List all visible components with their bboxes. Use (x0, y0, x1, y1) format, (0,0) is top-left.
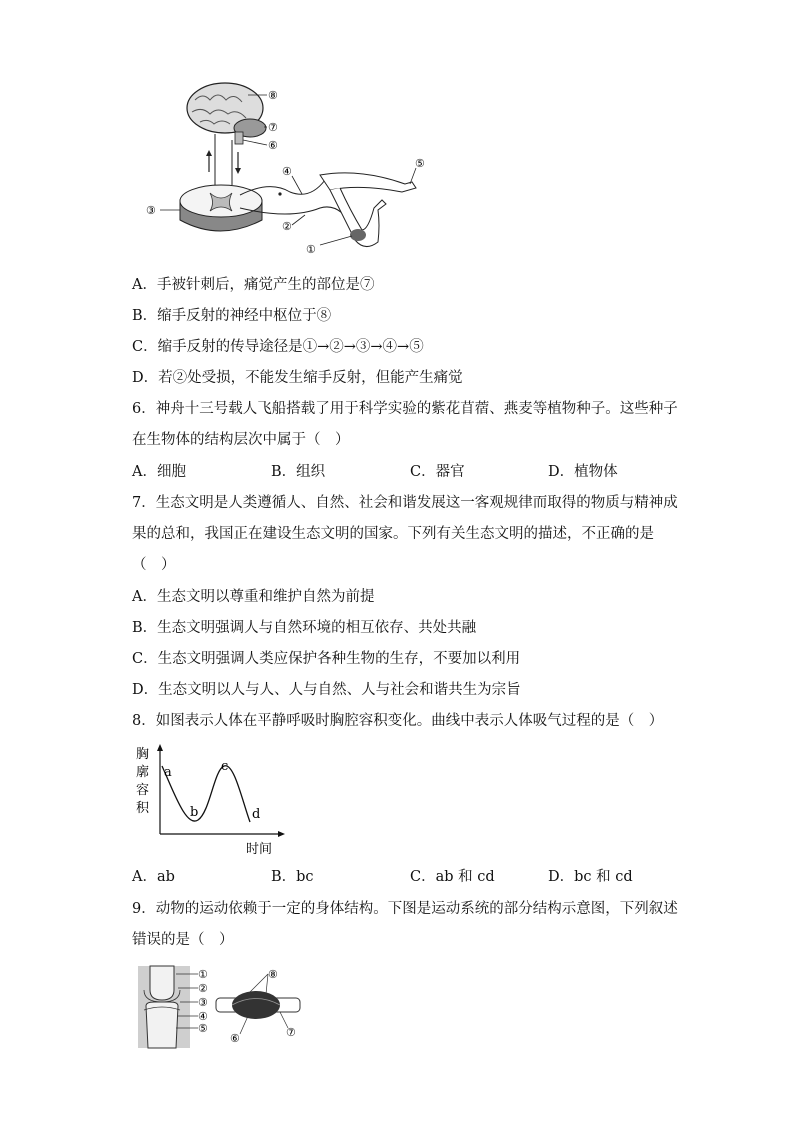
joint-label-5: ⑤ (198, 1022, 208, 1035)
joint-label-3: ③ (198, 996, 208, 1009)
breathing-volume-graph (128, 740, 298, 860)
q5-option-b: B．缩手反射的神经中枢位于⑧ (132, 308, 332, 324)
joint-label-2: ② (198, 982, 208, 995)
arm-drawing (320, 173, 416, 247)
brainstem-drawing (235, 132, 243, 144)
q6-option-b: B．组织 (271, 464, 326, 480)
q7-option-d: D．生态文明以人与人、人与自然、人与社会和谐共生为宗旨 (132, 682, 521, 698)
label-6: ⑥ (268, 139, 278, 152)
q9-stem-line-1: 9．动物的运动依赖于一定的身体结构。下图是运动系统的部分结构示意图，下列叙述 (132, 901, 678, 917)
label-8: ⑧ (268, 89, 278, 102)
q7-stem-line-2: 果的总和，我国正在建设生态文明的国家。下列有关生态文明的描述，不正确的是 (132, 526, 654, 542)
q6-stem-line-1: 6．神舟十三号载人飞船搭载了用于科学实验的紫花苜蓿、燕麦等植物种子。这些种子 (132, 401, 678, 417)
label-5: ⑤ (415, 157, 425, 170)
skeletal-muscle-drawing (216, 991, 300, 1019)
point-c: c (221, 759, 229, 774)
ylabel-char-1: 胸 (136, 747, 150, 762)
label-2: ② (282, 220, 292, 233)
ylabel-char-2: 廓 (136, 765, 150, 780)
point-b: b (190, 805, 199, 820)
label-1: ① (306, 243, 316, 256)
q7-stem-line-3: （ ） (132, 557, 176, 573)
ylabel-char-3: 容 (136, 783, 150, 798)
muscle-label-7: ⑦ (286, 1026, 296, 1039)
point-a: a (164, 765, 172, 780)
reflex-arc-figure (140, 80, 440, 260)
q5-option-a: A．手被针刺后，痛觉产生的部位是⑦ (132, 277, 375, 293)
q5-option-c: C．缩手反射的传导途径是①→②→③→④→⑤ (132, 339, 424, 355)
label-3: ③ (146, 204, 156, 217)
q8-stem: 8．如图表示人体在平静呼吸时胸腔容积变化。曲线中表示人体吸气过程的是（ ） (132, 713, 664, 729)
q8-option-c: C．ab 和 cd (410, 869, 495, 885)
q6-option-c: C．器官 (410, 464, 465, 480)
joint-label-1: ① (198, 968, 208, 981)
q6-stem-line-2: 在生物体的结构层次中属于（ ） (132, 432, 350, 448)
joint-drawing (138, 966, 190, 1048)
q7-option-c: C．生态文明强调人类应保护各种生物的生存，不要加以利用 (132, 651, 521, 667)
ylabel-char-4: 积 (136, 801, 150, 816)
q8-option-a: A．ab (132, 869, 175, 885)
q8-option-d: D．bc 和 cd (548, 869, 633, 885)
point-d: d (252, 807, 261, 822)
label-4: ④ (282, 165, 292, 178)
joint-label-4: ④ (198, 1010, 208, 1023)
label-7: ⑦ (268, 121, 278, 134)
volume-curve (162, 766, 250, 822)
q7-option-b: B．生态文明强调人与自然环境的相互依存、共处共融 (132, 620, 477, 636)
q8-option-b: B．bc (271, 869, 314, 885)
muscle-label-6: ⑥ (230, 1032, 240, 1045)
q6-option-a: A．细胞 (132, 464, 186, 480)
q6-option-d: D．植物体 (548, 464, 618, 480)
joint-muscle-figure (132, 962, 312, 1054)
q7-option-a: A．生态文明以尊重和维护自然为前提 (132, 589, 375, 605)
xlabel: 时间 (246, 842, 273, 857)
q5-option-d: D．若②处受损，不能发生缩手反射，但能产生痛觉 (132, 370, 463, 386)
q7-stem-line-1: 7．生态文明是人类遵循人、自然、社会和谐发展这一客观规律而取得的物质与精神成 (132, 495, 678, 511)
muscle-label-8: ⑧ (268, 968, 278, 981)
spinal-cord-drawing (180, 185, 262, 231)
q9-stem-line-2: 错误的是（ ） (132, 932, 234, 948)
